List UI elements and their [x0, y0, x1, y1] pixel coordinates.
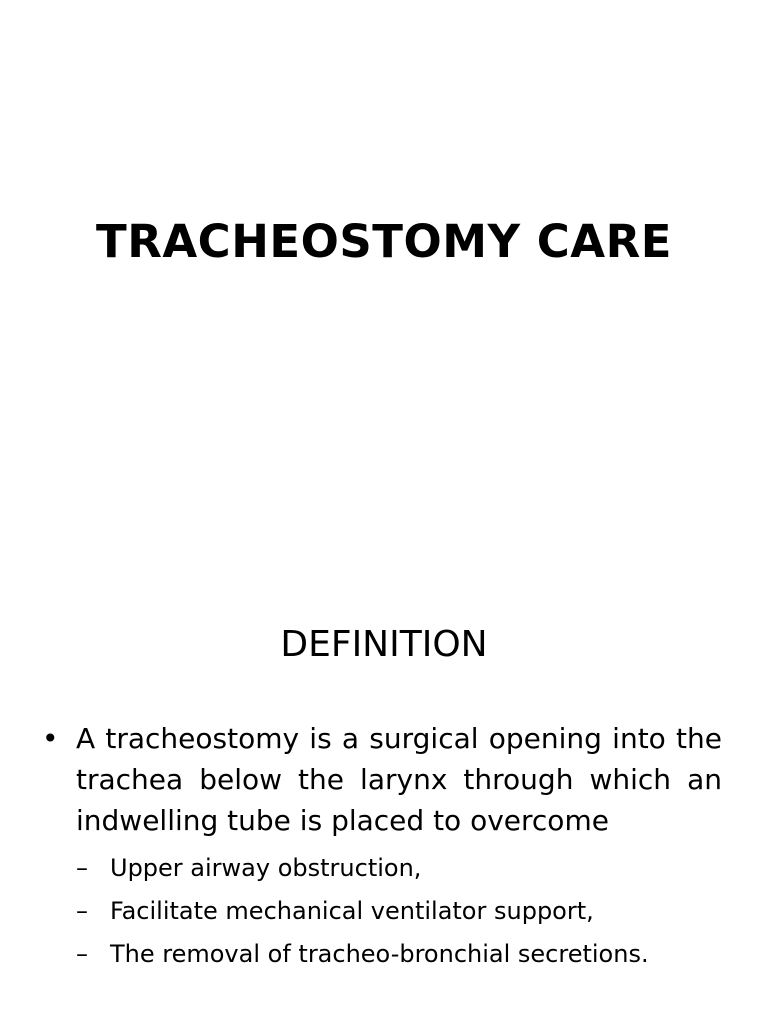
indication-list — [76, 847, 722, 976]
bullet-marker: • — [42, 722, 59, 755]
definition-list — [36, 718, 722, 976]
indication-text: Facilitate mechanical ventilator support, — [110, 897, 594, 925]
list-item — [76, 890, 722, 933]
dash-marker: – — [76, 854, 88, 882]
dash-marker: – — [76, 940, 88, 968]
slide-title: TRACHEOSTOMY CARE — [96, 215, 672, 268]
definition-text: A tracheostomy is a surgical opening into the trachea below the larynx through which an indwelling tube is placed to overcome — [76, 722, 722, 837]
list-item — [76, 847, 722, 890]
definition-heading: DEFINITION — [280, 624, 488, 665]
dash-marker: – — [76, 897, 88, 925]
indication-text: The removal of tracheo-bronchial secretions. — [110, 940, 649, 968]
definition-bullet — [36, 718, 722, 976]
list-item — [76, 933, 722, 976]
indication-text: Upper airway obstruction, — [110, 854, 422, 882]
definition-slide — [0, 512, 768, 1024]
